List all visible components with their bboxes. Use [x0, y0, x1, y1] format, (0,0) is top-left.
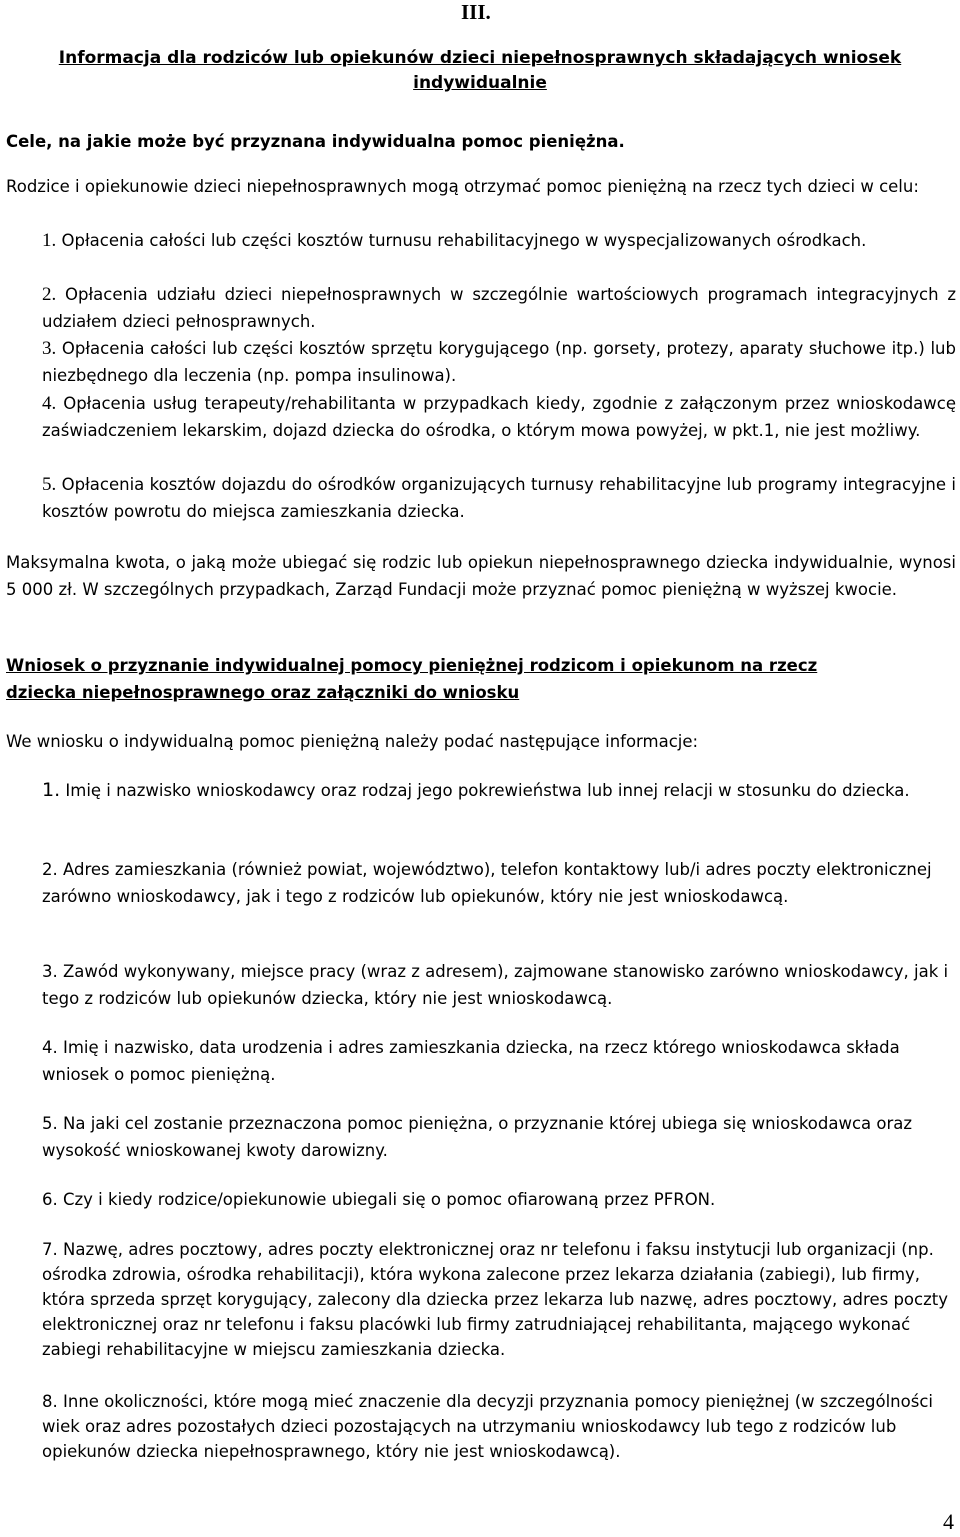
application-item-8 [42, 1389, 956, 1464]
application-item-number: 6. [42, 1190, 58, 1209]
goal-item-number: 4. [42, 393, 57, 414]
application-item-number: 8. [42, 1392, 58, 1411]
goals-heading: Cele, na jakie może być przyznana indywidualna pomoc pieniężna. [6, 132, 625, 151]
goal-item-text: Opłacenia udziału dzieci niepełnosprawnych w szczególnie wartościowych programach integracyjnych z udziałem dzieci pełnosprawnych. [42, 285, 956, 331]
goal-item-5 [42, 471, 956, 525]
application-heading-line-2: dziecka niepełnosprawnego oraz załączniki do wniosku [6, 683, 520, 702]
goal-item-text: Opłacenia całości lub części kosztów sprzętu korygującego (np. gorsety, protezy, aparaty słuchowe itp.) lub niezbędnego dla leczenia (np. pompa insulinowa). [42, 339, 956, 385]
goal-item-4 [42, 390, 956, 444]
application-item-text: Na jaki cel zostanie przeznaczona pomoc pieniężna, o przyznanie której ubiega się wnioskodawca oraz wysokość wnioskowanej kwoty darowizny. [42, 1114, 913, 1160]
application-item-3 [42, 958, 956, 1012]
application-item-4 [42, 1034, 956, 1088]
section-number: III. [461, 0, 491, 24]
application-item-number: 1. [42, 779, 61, 801]
goal-item-number: 3. [42, 338, 57, 359]
application-item-2 [42, 856, 956, 910]
goal-item-2 [42, 281, 956, 335]
application-item-1 [42, 777, 956, 804]
application-item-text: Czy i kiedy rodzice/opiekunowie ubiegali się o pomoc ofiarowaną przez PFRON. [57, 1190, 716, 1209]
goal-item-text: Opłacenia kosztów dojazdu do ośrodków organizujących turnusy rehabilitacyjne lub programy integracyjne i kosztów powrotu do miejsca zamieszkania dziecka. [42, 475, 956, 521]
application-item-text: Zawód wykonywany, miejsce pracy (wraz z adresem), zajmowane stanowisko zarówno wnioskodawcy, jak i tego z rodziców lub opiekunów dziecka, który nie jest wnioskodawcą. [42, 962, 949, 1008]
goal-item-text: Opłacenia usług terapeuty/rehabilitanta w przypadkach kiedy, zgodnie z załączonym przez wnioskodawcę zaświadczeniem lekarskim, dojazd dziecka do ośrodka, o którym mowa powyżej, w pkt.1, nie jest możliwy. [42, 394, 956, 440]
application-item-number: 5. [42, 1114, 58, 1133]
application-item-6 [42, 1186, 956, 1213]
title-line-2: indywidualnie [413, 73, 547, 93]
application-item-text: Imię i nazwisko, data urodzenia i adres zamieszkania dziecka, na rzecz którego wnioskodawca składa wniosek o pomoc pieniężną. [42, 1038, 900, 1084]
application-item-7 [42, 1237, 956, 1362]
application-item-text: Nazwę, adres pocztowy, adres poczty elektronicznej oraz nr telefonu i faksu instytucji lub organizacji (np. ośrodka zdrowia, ośrodka rehabilitacji), która wykona zalecone przez lekarza działania (zabiegi), lub firmy, która sprzeda sprzęt korygujący, zalecony dla dziecka przez lekarza lub nazwę, adres pocztowy, adres poczty elektronicznej oraz nr telefonu i faksu placówki lub firmy zatrudniającej rehabilitanta, mającego wykonać zabiegi rehabilitacyjne w miejscu zamieszkania dziecka. [42, 1240, 948, 1359]
application-item-number: 2. [42, 860, 58, 879]
application-intro: We wniosku o indywidualną pomoc pieniężną należy podać następujące informacje: [6, 732, 699, 751]
application-item-number: 4. [42, 1038, 58, 1057]
application-item-5 [42, 1110, 956, 1164]
application-item-text: Inne okoliczności, które mogą mieć znaczenie dla decyzji przyznania pomocy pieniężnej (w szczególności wiek oraz adres pozostałych dzieci pozostających na utrzymaniu wnioskodawcy lub tego z rodziców lub opiekunów dziecka niepełnosprawnego, który nie jest wnioskodawcą). [42, 1392, 933, 1461]
max-amount-paragraph: Maksymalna kwota, o jaką może ubiegać się rodzic lub opiekun niepełnosprawnego dziecka indywidualnie, wynosi 5 000 zł. W szczególnych przypadkach, Zarząd Fundacji może przyznać pomoc pieniężną w wyższej kwocie. [6, 553, 956, 599]
application-item-text: Imię i nazwisko wnioskodawcy oraz rodzaj jego pokrewieństwa lub innej relacji w stosunku do dziecka. [60, 781, 910, 800]
application-heading-line-1: Wniosek o przyznanie indywidualnej pomocy pieniężnej rodzicom i opiekunom na rzecz [6, 656, 818, 675]
application-heading [6, 652, 956, 706]
application-item-number: 7. [42, 1240, 58, 1259]
goal-item-number: 5. [42, 474, 57, 495]
goal-item-3 [42, 335, 956, 389]
document-title [0, 46, 960, 96]
application-item-text: Adres zamieszkania (również powiat, województwo), telefon kontaktowy lub/i adres poczty elektronicznej zarówno wnioskodawcy, jak i tego z rodziców lub opiekunów, który nie jest wnioskodawcą. [42, 860, 932, 906]
application-item-number: 3. [42, 962, 58, 981]
goal-item-1 [42, 227, 956, 254]
goal-item-number: 1. [42, 230, 57, 251]
goals-intro: Rodzice i opiekunowie dzieci niepełnosprawnych mogą otrzymać pomoc pieniężną na rzecz tych dzieci w celu: [6, 177, 919, 196]
goal-item-number: 2. [42, 284, 57, 305]
page-number: 4 [943, 1509, 954, 1534]
title-line-1: Informacja dla rodziców lub opiekunów dzieci niepełnosprawnych składających wniosek [58, 48, 902, 68]
goal-item-text: Opłacenia całości lub części kosztów turnusu rehabilitacyjnego w wyspecjalizowanych ośrodkach. [56, 231, 867, 250]
